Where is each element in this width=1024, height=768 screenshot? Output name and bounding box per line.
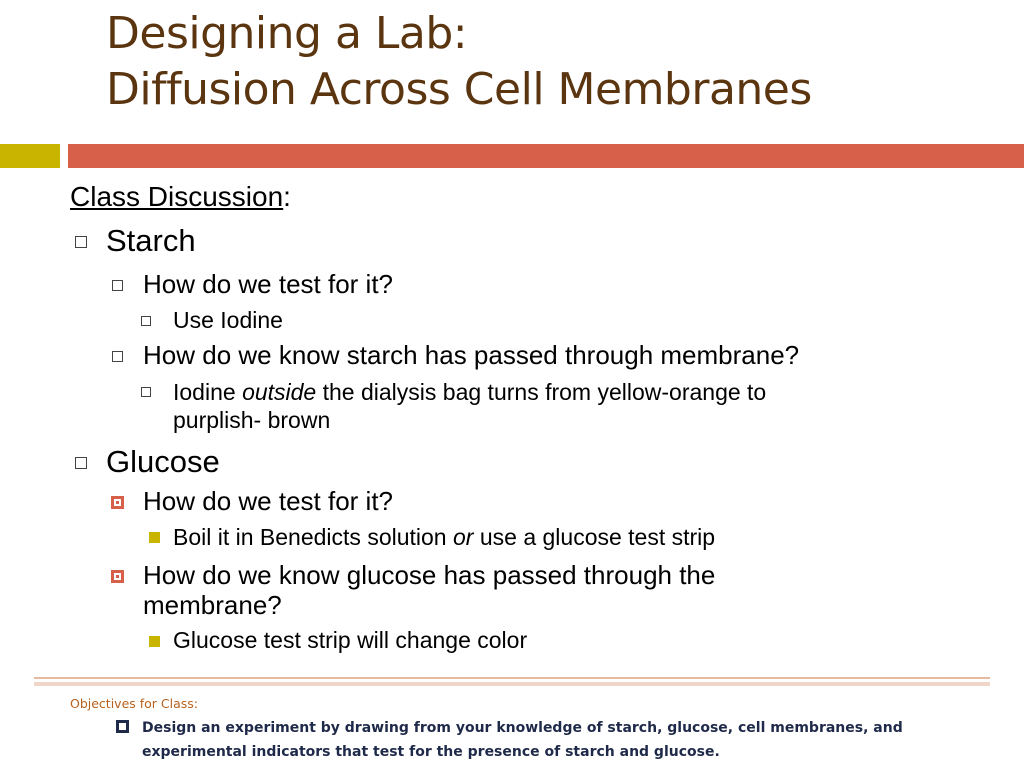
starch-answer-part2: the dialysis bag turns from yellow-orange to	[316, 379, 767, 405]
title-line-1: Designing a Lab:	[106, 8, 468, 59]
hollow-square-bullet-icon	[112, 280, 123, 291]
discussion-heading-colon: :	[283, 181, 291, 212]
glucose-label: Glucose	[106, 444, 220, 479]
starch-answer-part1: Iodine	[173, 379, 243, 405]
discussion-heading-text: Class Discussion	[70, 181, 284, 212]
objectives-item: Design an experiment by drawing from your knowledge of starch, glucose, cell membranes, and experimental indicators that test for the presence of starch and glucose.	[142, 720, 903, 760]
starch-question-membrane: How do we know starch has passed through membrane?	[143, 340, 800, 370]
glucose-question-membrane-line2: membrane?	[143, 590, 282, 620]
glucose-answer-part1: Boil it in Benedicts solution	[173, 524, 453, 550]
starch-answer-italic: outside	[242, 379, 317, 405]
starch-answer-membrane-line2: purplish- brown	[173, 407, 331, 433]
orange-square-bullet-icon	[111, 570, 124, 583]
accent-bar-orange	[68, 144, 1024, 168]
slide-title	[106, 6, 1006, 118]
title-line-2: Diffusion Across Cell Membranes	[106, 64, 812, 115]
hollow-square-bullet-icon	[75, 457, 87, 469]
objectives-heading: Objectives for Class:	[70, 696, 199, 711]
starch-question-test: How do we test for it?	[143, 269, 393, 299]
footer-divider-shadow	[34, 682, 990, 686]
glucose-answer-test	[173, 523, 715, 551]
glucose-answer-membrane: Glucose test strip will change color	[173, 627, 528, 653]
orange-square-bullet-icon	[111, 496, 124, 509]
hollow-square-bullet-icon	[141, 387, 151, 397]
footer-divider	[34, 677, 990, 679]
glucose-question-membrane: How do we know glucose has passed through the	[143, 560, 716, 590]
hollow-square-bullet-icon	[112, 351, 123, 362]
navy-square-bullet-icon	[116, 720, 129, 733]
accent-block-yellow	[0, 144, 60, 168]
yellow-square-bullet-icon	[149, 532, 160, 543]
glucose-question-test: How do we test for it?	[143, 486, 393, 516]
hollow-square-bullet-icon	[141, 316, 151, 326]
glucose-answer-italic: or	[453, 524, 474, 550]
starch-answer-membrane	[173, 378, 766, 406]
starch-label: Starch	[106, 223, 196, 258]
hollow-square-bullet-icon	[75, 236, 87, 248]
discussion-heading	[70, 180, 291, 214]
starch-answer-test: Use Iodine	[173, 307, 283, 333]
glucose-answer-part2: use a glucose test strip	[473, 524, 716, 550]
yellow-square-bullet-icon	[149, 636, 160, 647]
